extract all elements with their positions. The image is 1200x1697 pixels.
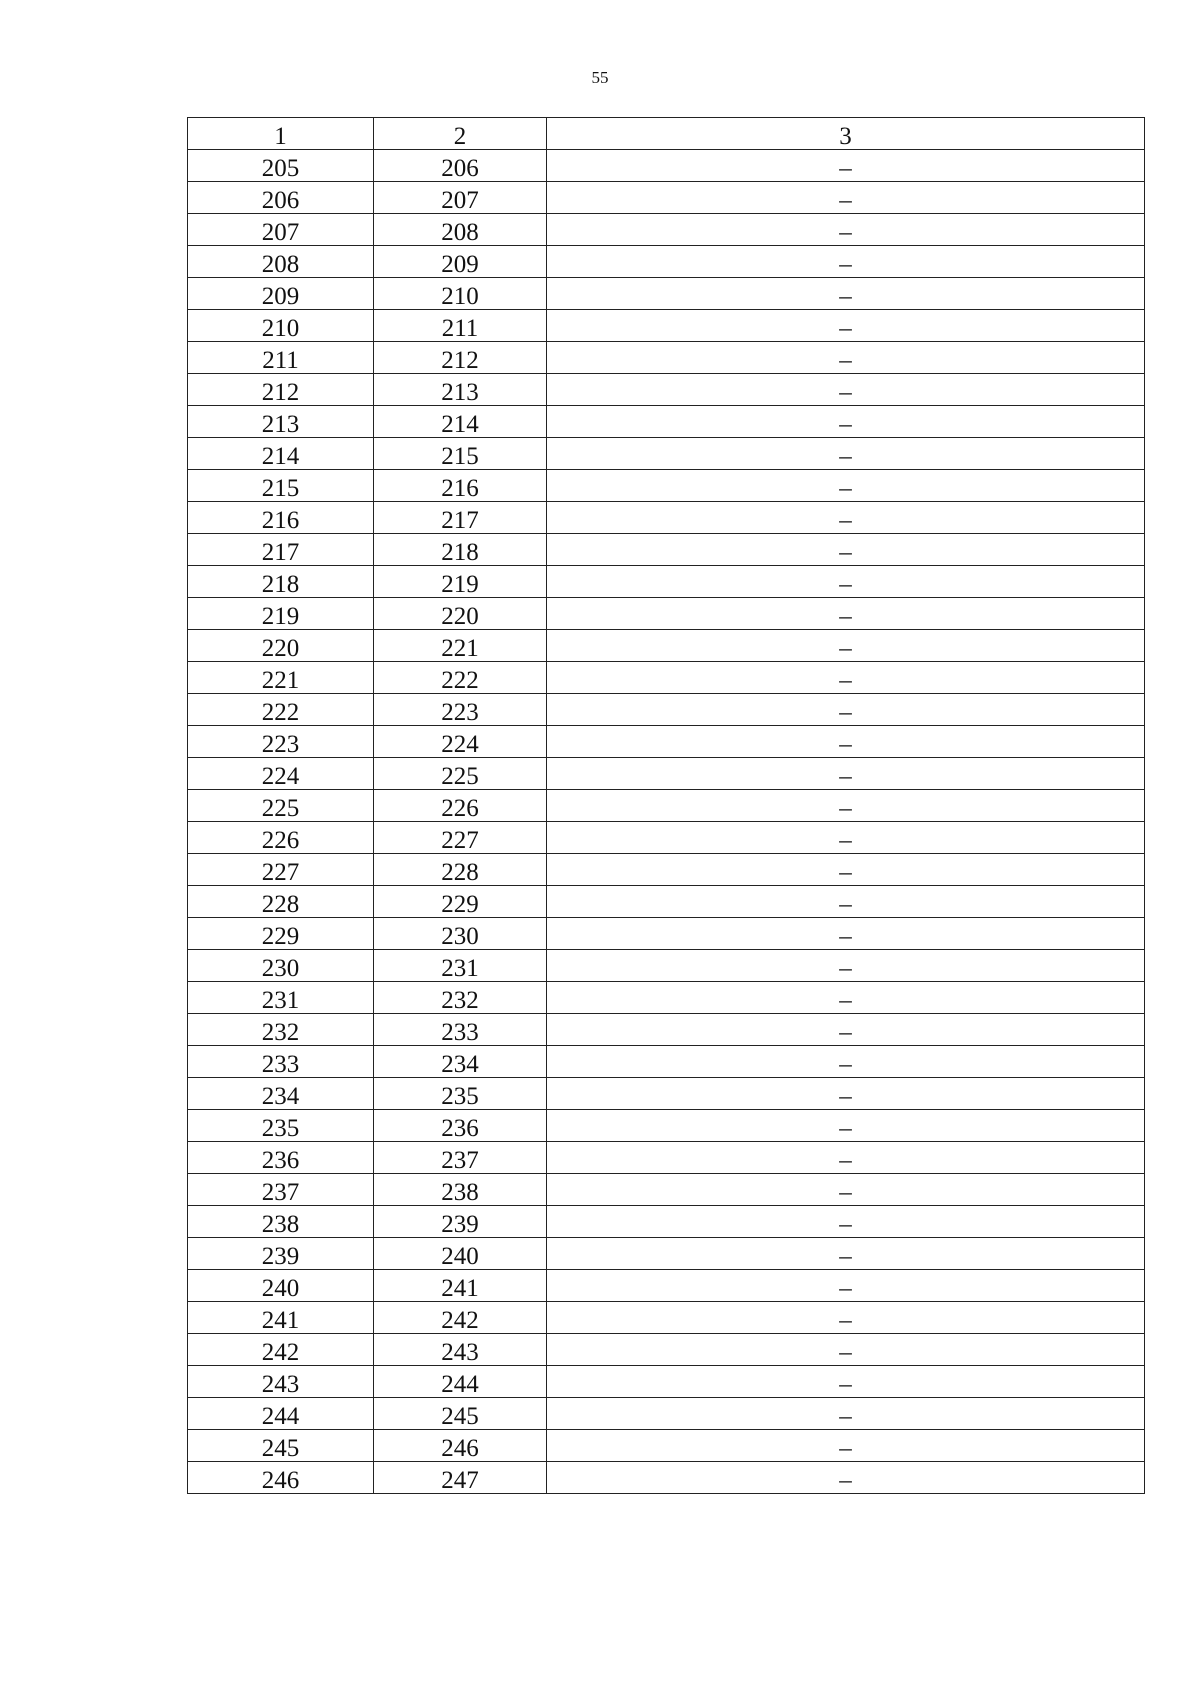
table-row [188,822,1145,854]
table-cell-col2: 232 [374,982,547,1014]
table-cell-col3: – [547,1462,1145,1494]
table-cell-col3: – [547,1046,1145,1078]
table-cell-col2: 226 [374,790,547,822]
table-cell-col1: 220 [188,630,374,662]
table-cell-col1: 210 [188,310,374,342]
table-row [188,1270,1145,1302]
table-row [188,182,1145,214]
table-cell-col1: 241 [188,1302,374,1334]
table-cell-col2: 242 [374,1302,547,1334]
table-cell-col3: – [547,630,1145,662]
table-row [188,246,1145,278]
table-cell-col1: 237 [188,1174,374,1206]
table-cell-col1: 216 [188,502,374,534]
table-cell-col1: 223 [188,726,374,758]
table-cell-col1: 230 [188,950,374,982]
table-cell-col2: 237 [374,1142,547,1174]
table-cell-col2: 233 [374,1014,547,1046]
table-row [188,1142,1145,1174]
table-row [188,566,1145,598]
table-cell-col1: 222 [188,694,374,726]
table-cell-col2: 207 [374,182,547,214]
column-header-1: 1 [188,118,374,150]
table-cell-col2: 227 [374,822,547,854]
table-cell-col3: – [547,502,1145,534]
table-cell-col2: 220 [374,598,547,630]
table-cell-col1: 209 [188,278,374,310]
table-row [188,406,1145,438]
table-cell-col2: 247 [374,1462,547,1494]
table-cell-col2: 208 [374,214,547,246]
table-cell-col1: 225 [188,790,374,822]
table-row [188,534,1145,566]
column-header-2: 2 [374,118,547,150]
table-cell-col2: 228 [374,854,547,886]
table-row [188,1334,1145,1366]
table-cell-col2: 221 [374,630,547,662]
table-cell-col1: 206 [188,182,374,214]
table-cell-col3: – [547,406,1145,438]
table-cell-col2: 219 [374,566,547,598]
table-cell-col1: 212 [188,374,374,406]
table-cell-col3: – [547,1014,1145,1046]
table-cell-col3: – [547,854,1145,886]
table-cell-col1: 226 [188,822,374,854]
table-cell-col3: – [547,886,1145,918]
table-cell-col1: 213 [188,406,374,438]
table-cell-col3: – [547,1430,1145,1462]
table-cell-col3: – [547,822,1145,854]
table-row [188,1174,1145,1206]
table-cell-col3: – [547,1206,1145,1238]
table-cell-col2: 238 [374,1174,547,1206]
data-table [187,117,1145,1494]
table-cell-col1: 211 [188,342,374,374]
table-cell-col1: 245 [188,1430,374,1462]
table-cell-col3: – [547,1270,1145,1302]
table-cell-col2: 234 [374,1046,547,1078]
table-row [188,438,1145,470]
table-cell-col3: – [547,918,1145,950]
table-cell-col2: 222 [374,662,547,694]
table-row [188,694,1145,726]
table-cell-col2: 215 [374,438,547,470]
table-cell-col1: 233 [188,1046,374,1078]
table-cell-col2: 224 [374,726,547,758]
table-row [188,1238,1145,1270]
table-row [188,342,1145,374]
table-row [188,886,1145,918]
table-cell-col3: – [547,214,1145,246]
table-cell-col3: – [547,1238,1145,1270]
table-row [188,1430,1145,1462]
table-cell-col2: 230 [374,918,547,950]
table-cell-col1: 244 [188,1398,374,1430]
table-cell-col2: 240 [374,1238,547,1270]
table-cell-col3: – [547,310,1145,342]
table-cell-col2: 206 [374,150,547,182]
table-cell-col1: 215 [188,470,374,502]
table-row [188,214,1145,246]
table-cell-col1: 238 [188,1206,374,1238]
table-row [188,630,1145,662]
table-cell-col2: 214 [374,406,547,438]
table-cell-col2: 210 [374,278,547,310]
table-row [188,374,1145,406]
table-cell-col1: 219 [188,598,374,630]
table-cell-col3: – [547,726,1145,758]
table-cell-col3: – [547,790,1145,822]
table-row [188,1014,1145,1046]
table-row [188,502,1145,534]
table-cell-col1: 227 [188,854,374,886]
table-cell-col3: – [547,1078,1145,1110]
table-cell-col1: 229 [188,918,374,950]
table-cell-col3: – [547,1174,1145,1206]
table-cell-col1: 236 [188,1142,374,1174]
table-cell-col2: 239 [374,1206,547,1238]
table-cell-col2: 217 [374,502,547,534]
table-cell-col1: 232 [188,1014,374,1046]
table-cell-col1: 207 [188,214,374,246]
table-cell-col1: 239 [188,1238,374,1270]
table-cell-col3: – [547,246,1145,278]
table-cell-col1: 246 [188,1462,374,1494]
table-row [188,1206,1145,1238]
table-cell-col3: – [547,438,1145,470]
table-row [188,278,1145,310]
table-body [188,118,1145,1494]
table-cell-col2: 243 [374,1334,547,1366]
page-number: 55 [591,68,609,87]
table-cell-col1: 218 [188,566,374,598]
table-cell-col2: 218 [374,534,547,566]
table-cell-col2: 245 [374,1398,547,1430]
table-header-row [188,118,1145,150]
table-row [188,982,1145,1014]
table-row [188,662,1145,694]
table-cell-col3: – [547,150,1145,182]
table-cell-col3: – [547,470,1145,502]
table-cell-col3: – [547,982,1145,1014]
table-cell-col3: – [547,374,1145,406]
table-cell-col2: 246 [374,1430,547,1462]
table-row [188,150,1145,182]
table-cell-col1: 221 [188,662,374,694]
table-cell-col3: – [547,566,1145,598]
table-row [188,950,1145,982]
table-cell-col3: – [547,1302,1145,1334]
table-cell-col2: 223 [374,694,547,726]
table-row [188,1110,1145,1142]
table-cell-col2: 213 [374,374,547,406]
table-cell-col1: 235 [188,1110,374,1142]
table-cell-col3: – [547,534,1145,566]
table-cell-col1: 242 [188,1334,374,1366]
table-cell-col3: – [547,694,1145,726]
table-cell-col3: – [547,342,1145,374]
table-cell-col3: – [547,758,1145,790]
table-row [188,1302,1145,1334]
table-cell-col3: – [547,950,1145,982]
table-row [188,726,1145,758]
table-cell-col3: – [547,278,1145,310]
table-row [188,918,1145,950]
table-cell-col1: 234 [188,1078,374,1110]
column-header-3: 3 [547,118,1145,150]
table-cell-col1: 208 [188,246,374,278]
table-cell-col2: 216 [374,470,547,502]
table-cell-col3: – [547,182,1145,214]
table-cell-col1: 228 [188,886,374,918]
table-cell-col1: 214 [188,438,374,470]
table-row [188,1462,1145,1494]
table-cell-col2: 231 [374,950,547,982]
table-cell-col2: 212 [374,342,547,374]
table-cell-col3: – [547,1334,1145,1366]
table-cell-col3: – [547,1398,1145,1430]
table-cell-col2: 244 [374,1366,547,1398]
table-row [188,470,1145,502]
table-cell-col3: – [547,1142,1145,1174]
table-row [188,790,1145,822]
table-cell-col1: 243 [188,1366,374,1398]
table-cell-col2: 241 [374,1270,547,1302]
table-cell-col3: – [547,598,1145,630]
table-cell-col1: 224 [188,758,374,790]
table-row [188,598,1145,630]
table-cell-col2: 225 [374,758,547,790]
table-cell-col3: – [547,1110,1145,1142]
table-cell-col2: 229 [374,886,547,918]
table-cell-col3: – [547,1366,1145,1398]
table-row [188,1078,1145,1110]
table-cell-col1: 231 [188,982,374,1014]
table-row [188,310,1145,342]
table-row [188,758,1145,790]
table-cell-col1: 217 [188,534,374,566]
table-row [188,854,1145,886]
table-cell-col3: – [547,662,1145,694]
table-cell-col1: 205 [188,150,374,182]
table-cell-col2: 236 [374,1110,547,1142]
table-cell-col2: 235 [374,1078,547,1110]
table-row [188,1398,1145,1430]
table-cell-col2: 209 [374,246,547,278]
table-row [188,1046,1145,1078]
table-row [188,1366,1145,1398]
table-cell-col1: 240 [188,1270,374,1302]
table-cell-col2: 211 [374,310,547,342]
